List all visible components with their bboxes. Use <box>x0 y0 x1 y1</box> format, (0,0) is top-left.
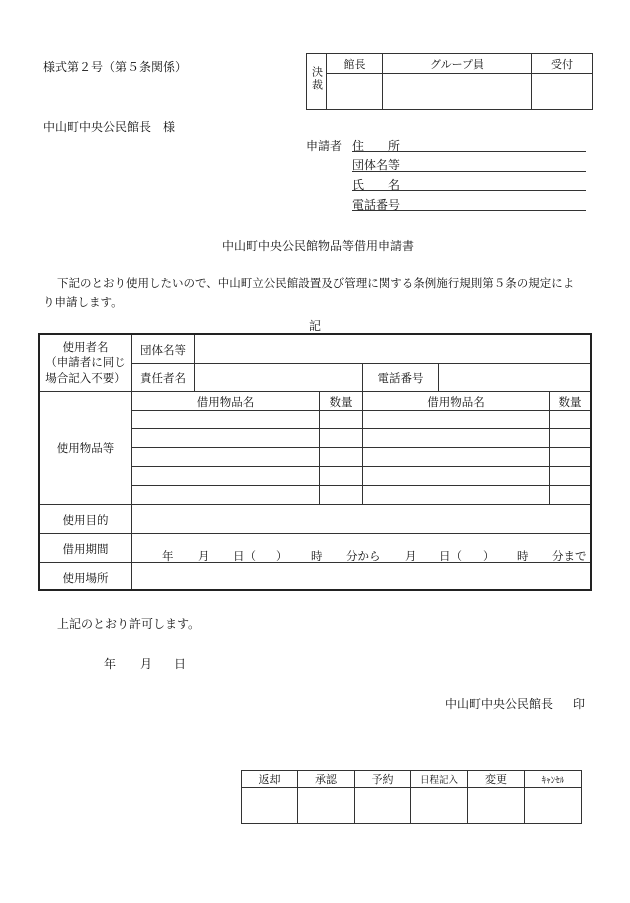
applicant-name-line[interactable] <box>352 190 586 191</box>
form-number: 様式第２号（第５条関係） <box>43 60 188 74</box>
purpose-label: 使用目的 <box>62 513 109 527</box>
box-cell-return[interactable] <box>242 788 298 824</box>
box-header-return: 返却 <box>242 771 298 788</box>
phone-input[interactable] <box>439 364 590 391</box>
applicant-address-label: 住 所 <box>352 139 401 153</box>
qty-header-right: 数量 <box>558 395 582 409</box>
ki-label: 記 <box>309 319 322 333</box>
period-label: 借用期間 <box>62 542 109 556</box>
qty-header-left: 数量 <box>329 395 353 409</box>
document-title: 中山町中央公民館物品等借用申請書 <box>222 239 415 253</box>
signature: 中山町中央公民館長 <box>445 697 554 711</box>
box-cell-approve[interactable] <box>298 788 355 824</box>
main-table <box>38 333 592 591</box>
period-day-from: 日（ <box>233 549 256 563</box>
permit-date-year: 年 <box>104 657 117 671</box>
approval-cell-group[interactable] <box>383 74 532 110</box>
box-cell-schedule[interactable] <box>411 788 468 824</box>
approval-side-label: 決裁 <box>307 54 327 110</box>
applicant-phone-line[interactable] <box>352 210 586 211</box>
box-header-schedule: 日程記入 <box>411 771 468 788</box>
approval-cell-director[interactable] <box>327 74 383 110</box>
approval-cell-reception[interactable] <box>532 74 593 110</box>
applicant-phone-label: 電話番号 <box>352 198 401 212</box>
processing-box <box>241 770 582 824</box>
period-minute-to: 分まで <box>552 549 587 563</box>
applicant-label: 申請者 <box>306 139 343 153</box>
applicant-name-label: 氏 名 <box>352 178 401 192</box>
period-day-to-close: ） <box>483 549 495 563</box>
box-header-approve: 承認 <box>298 771 355 788</box>
box-cell-change[interactable] <box>468 788 525 824</box>
responsible-label: 責任者名 <box>140 371 186 385</box>
box-header-cancel: ｷｬﾝｾﾙ <box>525 771 582 788</box>
approval-box <box>306 53 593 110</box>
items-label: 使用物品等 <box>56 441 115 455</box>
item-name-header-left: 借用物品名 <box>196 395 255 409</box>
approval-col-director: 館長 <box>327 54 383 74</box>
group-name-input[interactable] <box>195 336 590 363</box>
approval-col-reception: 受付 <box>532 54 593 74</box>
period-year: 年 <box>162 549 174 563</box>
group-name-label: 団体名等 <box>140 343 186 357</box>
permit-date-day: 日 <box>174 657 187 671</box>
user-name-note-1: （申請者に同じ <box>45 355 126 369</box>
permit-text: 上記のとおり許可します。 <box>57 617 201 631</box>
responsible-input[interactable] <box>195 364 362 391</box>
applicant-group-label: 団体名等 <box>352 158 401 172</box>
user-name-note-2: 場合記入不要） <box>45 371 126 385</box>
user-name-label: 使用者名 <box>62 340 109 354</box>
addressee: 中山町中央公民館長 様 <box>43 120 176 134</box>
seal-mark: 印 <box>573 697 586 711</box>
applicant-group-line[interactable] <box>352 171 586 172</box>
purpose-input[interactable] <box>132 505 590 533</box>
period-minute-from: 分から <box>346 549 381 563</box>
period-day-from-close: ） <box>276 549 288 563</box>
approval-col-group: グループ員 <box>383 54 532 74</box>
item-name-header-right: 借用物品名 <box>427 395 485 409</box>
place-label: 使用場所 <box>62 571 109 585</box>
period-day-to: 日（ <box>439 549 462 563</box>
period-month-to: 月 <box>405 549 417 563</box>
box-cell-cancel[interactable] <box>525 788 582 824</box>
permit-date-month: 月 <box>140 657 153 671</box>
period-month-from: 月 <box>198 549 210 563</box>
box-cell-reserve[interactable] <box>355 788 411 824</box>
place-input[interactable] <box>132 563 590 589</box>
applicant-address-line[interactable] <box>352 151 586 152</box>
box-header-reserve: 予約 <box>355 771 411 788</box>
body-text-line-1: 下記のとおり使用したいので、中山町立公民館設置及び管理に関する条例施行規則第５条の規定によ <box>57 276 575 290</box>
period-hour-to: 時 <box>517 549 529 563</box>
box-header-change: 変更 <box>468 771 525 788</box>
body-text-line-2: り申請します。 <box>43 295 123 309</box>
period-hour-from: 時 <box>311 549 323 563</box>
phone-label: 電話番号 <box>377 371 424 385</box>
